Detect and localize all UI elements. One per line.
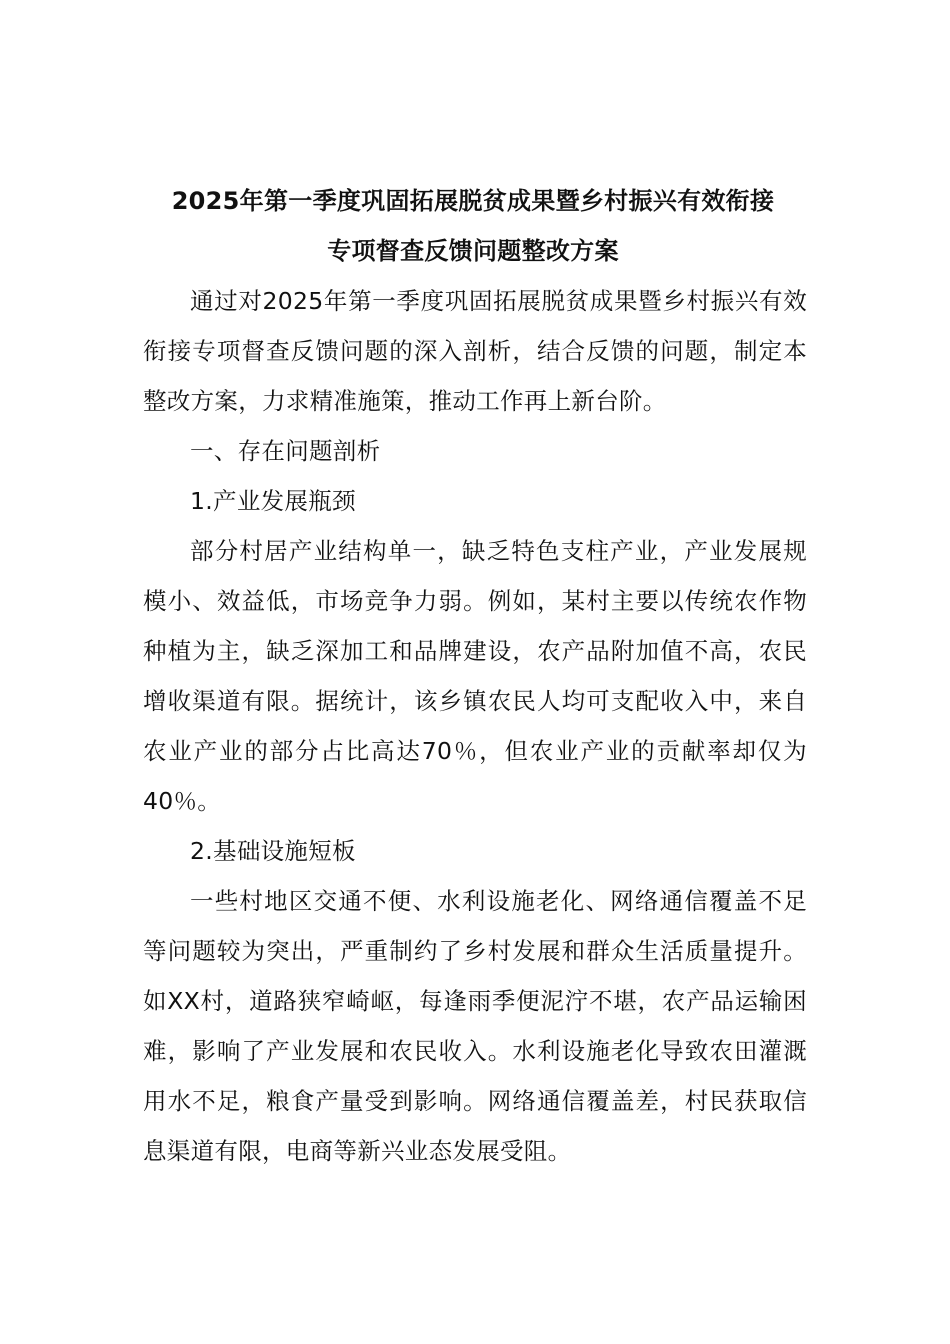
document-title xyxy=(141,176,805,276)
title-line-2: 专项督查反馈问题整改方案 xyxy=(327,237,619,265)
document-page xyxy=(143,176,807,1176)
item-1-heading: 1.产业发展瓶颈 xyxy=(190,487,356,515)
title-line-1: 2025年第一季度巩固拓展脱贫成果暨乡村振兴有效衔接 xyxy=(171,187,775,215)
section-1-heading: 一、存在问题剖析 xyxy=(190,437,381,465)
item-1-paragraph: 部分村居产业结构单一，缺乏特色支柱产业，产业发展规模小、效益低，市场竞争力弱。例如，某村主要以传统农作物种植为主，缺乏深加工和品牌建设，农产品附加值不高，农民增收渠道有限。据统计，该乡镇农民人均可支配收入中，来自农业产业的部分占比高达70％，但农业产业的贡献率却仅为40％。 xyxy=(143,537,807,815)
item-2-paragraph: 一些村地区交通不便、水利设施老化、网络通信覆盖不足等问题较为突出，严重制约了乡村发展和群众生活质量提升。如XX村，道路狭窄崎岖，每逢雨季便泥泞不堪，农产品运输困难，影响了产业发展和农民收入。水利设施老化导致农田灌溉用水不足，粮食产量受到影响。网络通信覆盖差，村民获取信息渠道有限，电商等新兴业态发展受阻。 xyxy=(143,887,807,1165)
intro-paragraph: 通过对2025年第一季度巩固拓展脱贫成果暨乡村振兴有效衔接专项督查反馈问题的深入剖析，结合反馈的问题，制定本整改方案，力求精准施策，推动工作再上新台阶。 xyxy=(143,287,807,415)
item-2-heading: 2.基础设施短板 xyxy=(190,837,356,865)
